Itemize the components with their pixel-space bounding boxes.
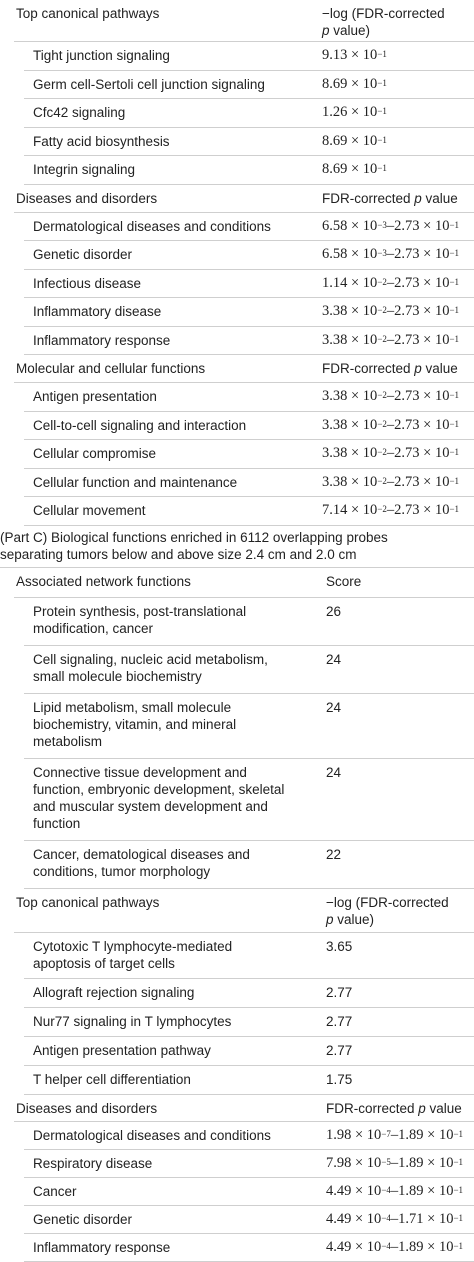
table-row <box>0 1178 474 1206</box>
row-label-line: conditions, tumor morphology <box>33 863 211 879</box>
table-row <box>0 440 474 469</box>
value-exponent: −2 <box>377 305 387 315</box>
row-label <box>33 474 237 491</box>
header-value-text: value) <box>333 911 375 927</box>
row-label <box>33 246 132 263</box>
value-exponent: −1 <box>449 447 460 457</box>
caption-line: separating tumors below and above size 2.4 cm and 2.0 cm <box>0 546 357 562</box>
row-label-line: Cancer, dematological diseases and <box>33 846 250 862</box>
value-cell <box>322 161 387 178</box>
row-label-line: Tight junction signaling <box>33 48 170 63</box>
section-header-row <box>0 568 474 598</box>
value-exponent: −5 <box>381 1156 391 1167</box>
value-upper: –2.73 × 10 <box>386 473 450 490</box>
score-value: 22 <box>326 846 342 862</box>
row-label-line: Inflammatory response <box>33 1239 171 1255</box>
value-upper: –2.73 × 10 <box>386 331 450 348</box>
p-symbol: p <box>326 911 334 927</box>
value-exponent: −1 <box>449 276 460 287</box>
row-label-line: and muscular system development and <box>33 798 268 814</box>
section-header-row <box>0 355 474 383</box>
table-row <box>0 270 474 299</box>
value-upper: –2.73 × 10 <box>386 274 450 291</box>
value-mantissa: 3.38 × 10 <box>322 473 378 490</box>
value-cell <box>322 275 459 292</box>
value-mantissa: 1.26 × 10 <box>322 104 378 120</box>
row-label-line: Respiratory disease <box>33 1155 153 1171</box>
value-exponent: −1 <box>449 248 460 258</box>
row-label <box>33 938 232 972</box>
value-cell <box>322 388 459 405</box>
header-value <box>326 1100 462 1117</box>
table-row <box>0 1008 474 1037</box>
value-exponent: −1 <box>449 305 460 315</box>
table-row <box>0 156 474 185</box>
row-label <box>33 764 284 832</box>
row-label-line: Cell signaling, nucleic acid metabolism, <box>33 651 268 667</box>
row-label-line: apoptosis of target cells <box>33 955 175 971</box>
row-label-line: Allograft rejection signaling <box>33 984 195 1000</box>
header-value-text: value <box>421 361 458 376</box>
row-label <box>33 603 246 637</box>
row-label <box>33 332 170 349</box>
header-value <box>322 360 458 377</box>
value-exponent: −1 <box>449 390 460 400</box>
value-exponent: −1 <box>377 134 387 145</box>
header-value-text: −log (FDR-corrected <box>326 894 449 910</box>
table-row <box>0 71 474 100</box>
value-exponent: −1 <box>377 49 387 59</box>
value-cell <box>326 1211 463 1228</box>
value-mantissa: 7.14 × 10 <box>322 502 378 518</box>
header-value-text: FDR-corrected <box>322 190 415 206</box>
section-header-label: Top canonical pathways <box>16 6 160 21</box>
pathway-value: 3.65 <box>326 938 353 954</box>
row-label <box>33 502 146 519</box>
table-row <box>0 412 474 441</box>
row-label-line: Inflammatory disease <box>33 304 162 319</box>
row-label <box>33 1211 132 1228</box>
score-value: 24 <box>326 651 342 667</box>
value-mantissa: 9.13 × 10 <box>322 47 378 63</box>
pathway-value: 2.77 <box>326 1042 353 1058</box>
value-exponent: −2 <box>377 447 387 457</box>
value-cell <box>322 474 459 491</box>
row-label <box>33 1042 211 1059</box>
header-value-text: value) <box>329 23 371 38</box>
row-label-line: metabolism <box>33 733 103 749</box>
value-mantissa: 3.38 × 10 <box>322 303 378 319</box>
value-exponent: −1 <box>449 504 460 514</box>
row-label-line: Genetic disorder <box>33 247 133 262</box>
row-label <box>33 1127 271 1144</box>
value-upper: –1.89 × 10 <box>390 1154 454 1171</box>
table-row <box>0 327 474 356</box>
table-row <box>0 1122 474 1150</box>
value-upper: –2.73 × 10 <box>386 303 450 319</box>
part-c-caption <box>0 529 474 563</box>
value-exponent: −4 <box>381 1212 391 1223</box>
value-upper: –2.73 × 10 <box>386 388 450 404</box>
value-upper: –1.89 × 10 <box>390 1238 454 1255</box>
value-upper: –2.73 × 10 <box>386 416 450 433</box>
p-symbol: p <box>414 361 422 376</box>
value-mantissa: 4.49 × 10 <box>326 1210 382 1227</box>
section-header-row <box>0 1095 474 1122</box>
value-cell <box>322 246 459 263</box>
value-exponent: −2 <box>377 276 387 287</box>
value-mantissa: 7.98 × 10 <box>326 1154 382 1171</box>
row-label <box>33 388 157 405</box>
section-header-label: Diseases and disorders <box>16 1100 158 1116</box>
value-exponent: −4 <box>381 1240 391 1251</box>
row-label-line: Integrin signaling <box>33 162 136 177</box>
section-header-row <box>0 889 474 933</box>
section-header-value: Score <box>326 573 362 589</box>
pathway-value: 2.77 <box>326 1013 353 1029</box>
value-exponent: −1 <box>449 333 460 344</box>
row-label <box>33 1239 170 1256</box>
value-exponent: −1 <box>453 1156 464 1167</box>
value-exponent: −2 <box>377 333 387 344</box>
value-upper: –2.73 × 10 <box>386 217 450 234</box>
table-row <box>0 1037 474 1066</box>
value-exponent: −1 <box>453 1212 464 1223</box>
header-value-text: FDR-corrected <box>322 361 415 376</box>
score-value: 24 <box>326 699 342 715</box>
value-cell <box>326 1239 463 1256</box>
table-row <box>0 298 474 327</box>
section-header-label: Top canonical pathways <box>16 894 160 910</box>
value-exponent: −1 <box>377 106 387 116</box>
row-label-line: Dermatological diseases and conditions <box>33 218 271 234</box>
value-cell <box>322 332 459 349</box>
value-exponent: −2 <box>377 504 387 514</box>
table-row <box>0 646 474 694</box>
row-label <box>33 104 125 121</box>
table-row <box>0 383 474 412</box>
row-label <box>33 846 250 880</box>
row-label-line: Cfc42 signaling <box>33 105 126 120</box>
value-mantissa: 1.14 × 10 <box>322 274 378 291</box>
row-label-line: Fatty acid biosynthesis <box>33 133 170 149</box>
row-label-line: function <box>33 815 81 831</box>
value-cell <box>326 1155 463 1172</box>
row-label <box>33 303 161 320</box>
table-row <box>0 1234 474 1262</box>
value-exponent: −1 <box>453 1184 464 1195</box>
row-label <box>33 275 141 292</box>
row-label <box>33 76 265 93</box>
value-cell <box>326 1183 463 1200</box>
value-cell <box>322 303 459 320</box>
row-label-line: Cytotoxic T lymphocyte-mediated <box>33 938 233 954</box>
pathway-value: 1.75 <box>326 1071 353 1087</box>
row-label-line: Protein synthesis, post-translational <box>33 603 247 619</box>
section-header-label: Diseases and disorders <box>16 190 158 206</box>
value-exponent: −1 <box>453 1240 464 1251</box>
row-label <box>33 47 170 64</box>
row-label-line: Genetic disorder <box>33 1211 133 1227</box>
table-row <box>0 497 474 526</box>
row-label-line: Antigen presentation pathway <box>33 1042 211 1058</box>
table-row <box>0 241 474 270</box>
section-header-label: Molecular and cellular functions <box>16 361 206 376</box>
table-row <box>0 469 474 498</box>
header-value <box>326 894 449 928</box>
row-label <box>33 1071 191 1088</box>
row-label <box>33 218 271 235</box>
value-upper: –1.89 × 10 <box>390 1182 454 1199</box>
value-exponent: −4 <box>381 1184 391 1195</box>
value-exponent: −1 <box>449 475 460 486</box>
row-label-line: Cell-to-cell signaling and interaction <box>33 417 247 433</box>
header-value <box>322 5 445 39</box>
table-row <box>0 841 474 889</box>
value-exponent: −1 <box>377 163 387 173</box>
value-mantissa: 8.69 × 10 <box>322 161 378 177</box>
value-mantissa: 8.69 × 10 <box>322 132 378 149</box>
table-row <box>0 42 474 71</box>
value-exponent: −3 <box>377 219 387 230</box>
row-divider <box>24 1261 474 1262</box>
header-value-text: FDR-corrected <box>326 1100 419 1116</box>
pathway-value: 2.77 <box>326 984 353 1000</box>
table-row <box>0 1150 474 1178</box>
section-header-label: Associated network functions <box>16 573 191 589</box>
value-mantissa: 3.38 × 10 <box>322 416 378 433</box>
value-mantissa: 8.69 × 10 <box>322 75 378 92</box>
row-label-line: Cancer <box>33 1183 77 1199</box>
section-header-row <box>0 185 474 213</box>
value-upper: –2.73 × 10 <box>386 445 450 461</box>
row-label <box>33 445 156 462</box>
value-mantissa: 3.38 × 10 <box>322 445 378 461</box>
row-label-line: Infectious disease <box>33 275 142 291</box>
value-mantissa: 3.38 × 10 <box>322 388 378 404</box>
value-upper: –2.73 × 10 <box>386 246 450 262</box>
row-label-line: small molecule biochemistry <box>33 668 202 684</box>
value-mantissa: 4.49 × 10 <box>326 1238 382 1255</box>
table-row <box>0 128 474 157</box>
value-cell <box>322 218 459 235</box>
row-label <box>33 1013 231 1030</box>
value-mantissa: 4.49 × 10 <box>326 1182 382 1199</box>
value-cell <box>326 1127 463 1144</box>
row-divider <box>24 525 474 526</box>
score-value: 24 <box>326 764 342 780</box>
value-cell <box>322 47 387 64</box>
table-row <box>0 979 474 1008</box>
value-exponent: −1 <box>377 77 387 88</box>
row-label-line: Cellular function and maintenance <box>33 474 238 490</box>
value-cell <box>322 445 459 462</box>
value-cell <box>322 417 459 434</box>
value-cell <box>322 104 387 121</box>
value-mantissa: 6.58 × 10 <box>322 217 378 234</box>
header-value-text: −log (FDR-corrected <box>322 6 445 21</box>
row-label-line: Antigen presentation <box>33 389 157 404</box>
p-symbol: p <box>418 1100 426 1116</box>
value-exponent: −1 <box>449 219 460 230</box>
table-row <box>0 1206 474 1234</box>
table-row <box>0 99 474 128</box>
value-cell <box>322 133 387 150</box>
value-exponent: −3 <box>377 248 387 258</box>
row-label-line: function, embryonic development, skeletal <box>33 781 285 797</box>
row-label-line: modification, cancer <box>33 620 154 636</box>
row-label <box>33 133 170 150</box>
row-label <box>33 699 236 750</box>
value-exponent: −2 <box>377 475 387 486</box>
table-row <box>0 598 474 646</box>
value-exponent: −1 <box>449 418 460 429</box>
row-label-line: Cellular compromise <box>33 446 157 461</box>
row-label <box>33 984 194 1001</box>
row-label-line: Inflammatory response <box>33 332 171 348</box>
row-label-line: biochemistry, vitamin, and mineral <box>33 716 237 732</box>
row-label-line: Lipid metabolism, small molecule <box>33 699 232 715</box>
row-label <box>33 651 268 685</box>
value-exponent: −1 <box>453 1128 464 1139</box>
table-row <box>0 1066 474 1095</box>
row-label <box>33 1183 77 1200</box>
table-row <box>0 759 474 841</box>
value-upper: –1.89 × 10 <box>390 1126 454 1143</box>
row-label-line: Dermatological diseases and conditions <box>33 1127 271 1143</box>
table-row <box>0 933 474 979</box>
value-exponent: −7 <box>381 1128 391 1139</box>
value-mantissa: 3.38 × 10 <box>322 331 378 348</box>
row-label-line: Germ cell-Sertoli cell junction signaling <box>33 76 265 92</box>
section-header-row <box>0 0 474 42</box>
table-row <box>0 213 474 242</box>
score-value: 26 <box>326 603 342 619</box>
row-label <box>33 1155 152 1172</box>
table-row <box>0 694 474 759</box>
row-label-line: Nur77 signaling in T lymphocytes <box>33 1013 232 1029</box>
row-label <box>33 417 246 434</box>
row-label-line: Cellular movement <box>33 503 146 518</box>
value-mantissa: 6.58 × 10 <box>322 246 378 262</box>
row-label-line: Connective tissue development and <box>33 764 247 780</box>
p-symbol: p <box>414 190 422 206</box>
value-upper: –2.73 × 10 <box>386 502 450 518</box>
row-label-line: T helper cell differentiation <box>33 1071 191 1087</box>
value-upper: –1.71 × 10 <box>390 1210 454 1227</box>
value-mantissa: 1.98 × 10 <box>326 1126 382 1143</box>
value-exponent: −2 <box>377 390 387 400</box>
value-cell <box>322 502 459 519</box>
value-exponent: −2 <box>377 418 387 429</box>
p-symbol: p <box>322 23 330 38</box>
value-cell <box>322 76 387 93</box>
header-value-text: value <box>421 190 458 206</box>
caption-line: (Part C) Biological functions enriched in 6112 overlapping probes <box>0 529 388 545</box>
row-label <box>33 161 135 178</box>
header-value <box>322 190 458 207</box>
header-value-text: value <box>425 1100 462 1116</box>
